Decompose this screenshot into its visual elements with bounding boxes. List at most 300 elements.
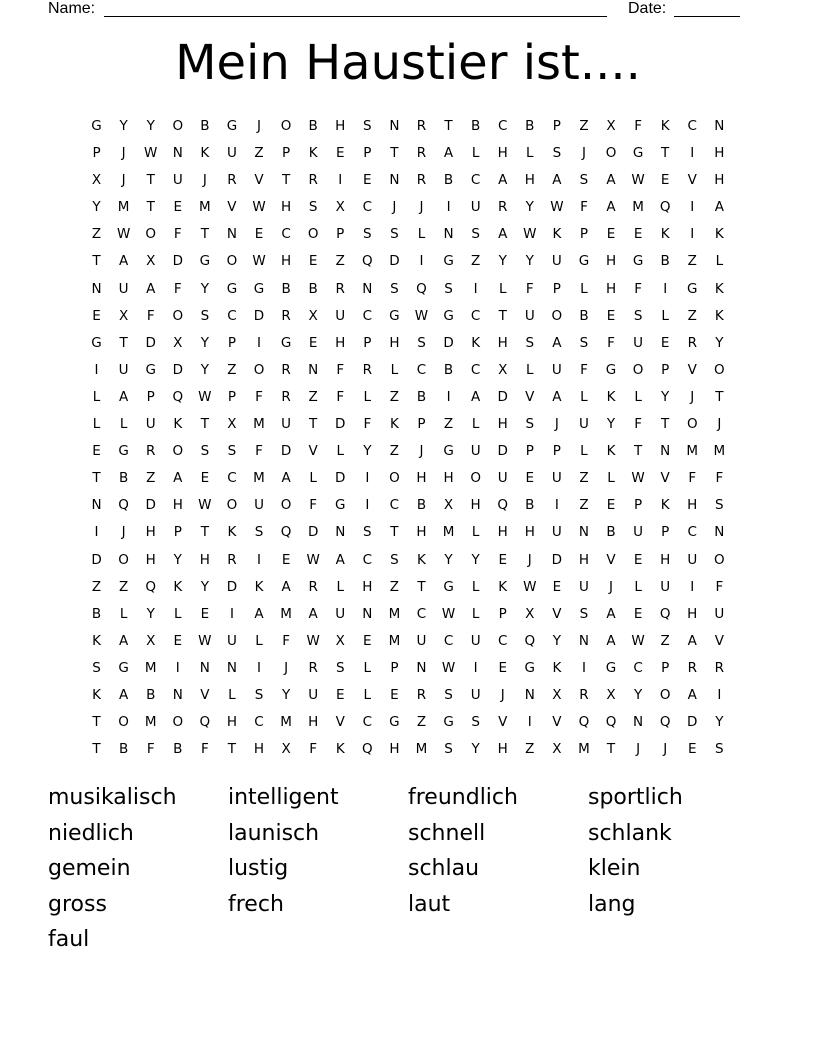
- grid-letter[interactable]: R: [687, 659, 697, 676]
- grid-letter[interactable]: L: [526, 145, 534, 162]
- grid-letter[interactable]: A: [498, 226, 508, 243]
- grid-letter[interactable]: U: [579, 416, 589, 433]
- grid-letter[interactable]: I: [229, 605, 234, 622]
- grid-letter[interactable]: O: [172, 118, 184, 134]
- grid-letter[interactable]: F: [146, 307, 155, 324]
- grid-letter[interactable]: E: [552, 578, 562, 595]
- grid-letter[interactable]: K: [552, 226, 562, 243]
- grid-letter[interactable]: T: [119, 334, 128, 351]
- grid-letter[interactable]: V: [606, 551, 616, 568]
- grid-letter[interactable]: Y: [363, 443, 372, 460]
- grid-letter[interactable]: S: [633, 307, 643, 324]
- grid-letter[interactable]: W: [414, 307, 429, 324]
- grid-letter[interactable]: S: [254, 524, 264, 541]
- grid-letter[interactable]: O: [659, 686, 671, 703]
- grid-letter[interactable]: M: [144, 659, 157, 676]
- grid-letter[interactable]: Y: [633, 686, 643, 703]
- name-blank-line[interactable]: [104, 16, 607, 17]
- grid-letter[interactable]: J: [581, 145, 586, 162]
- grid-letter[interactable]: R: [308, 659, 318, 676]
- grid-letter[interactable]: C: [443, 632, 454, 649]
- grid-letter[interactable]: N: [226, 226, 237, 243]
- grid-letter[interactable]: F: [336, 361, 345, 378]
- grid-letter[interactable]: H: [389, 334, 400, 351]
- grid-letter[interactable]: L: [363, 659, 372, 676]
- grid-letter[interactable]: J: [636, 741, 641, 758]
- grid-letter[interactable]: B: [118, 470, 129, 487]
- grid-letter[interactable]: V: [687, 361, 697, 378]
- grid-letter[interactable]: N: [443, 226, 454, 243]
- grid-letter[interactable]: G: [578, 253, 590, 270]
- grid-letter[interactable]: J: [202, 172, 207, 189]
- grid-letter[interactable]: S: [552, 145, 562, 162]
- grid-letter[interactable]: Z: [227, 361, 237, 378]
- grid-letter[interactable]: A: [687, 632, 697, 649]
- grid-letter[interactable]: Z: [118, 578, 129, 595]
- grid-letter[interactable]: L: [580, 280, 588, 297]
- grid-letter[interactable]: T: [498, 307, 507, 324]
- grid-letter[interactable]: Y: [471, 741, 480, 758]
- grid-letter[interactable]: V: [254, 172, 264, 189]
- grid-letter[interactable]: H: [497, 145, 508, 162]
- grid-letter[interactable]: I: [581, 659, 586, 676]
- grid-letter[interactable]: S: [444, 280, 453, 297]
- grid-letter[interactable]: M: [686, 443, 699, 460]
- grid-letter[interactable]: U: [714, 605, 725, 622]
- grid-letter[interactable]: D: [172, 253, 183, 270]
- grid-letter[interactable]: E: [633, 551, 643, 568]
- grid-letter[interactable]: N: [362, 605, 373, 622]
- grid-letter[interactable]: Y: [715, 714, 724, 731]
- grid-letter[interactable]: Y: [119, 118, 128, 134]
- grid-letter[interactable]: F: [634, 280, 642, 297]
- grid-letter[interactable]: S: [715, 497, 724, 514]
- grid-letter[interactable]: S: [363, 524, 372, 541]
- grid-letter[interactable]: G: [335, 497, 346, 514]
- grid-letter[interactable]: Q: [280, 524, 292, 541]
- grid-letter[interactable]: R: [281, 307, 291, 324]
- grid-letter[interactable]: G: [443, 714, 454, 731]
- grid-letter[interactable]: Z: [91, 226, 102, 243]
- grid-letter[interactable]: N: [714, 524, 725, 541]
- grid-letter[interactable]: E: [606, 307, 616, 324]
- grid-letter[interactable]: Q: [118, 497, 129, 514]
- grid-letter[interactable]: A: [281, 578, 291, 595]
- grid-letter[interactable]: G: [443, 578, 454, 595]
- grid-letter[interactable]: L: [471, 145, 480, 162]
- grid-letter[interactable]: A: [118, 686, 129, 703]
- grid-letter[interactable]: E: [660, 172, 670, 189]
- grid-letter[interactable]: U: [172, 172, 183, 189]
- grid-letter[interactable]: I: [257, 551, 261, 568]
- grid-letter[interactable]: D: [145, 497, 156, 514]
- grid-letter[interactable]: A: [552, 388, 562, 405]
- grid-letter[interactable]: C: [281, 226, 291, 243]
- grid-letter[interactable]: X: [146, 632, 156, 649]
- grid-letter[interactable]: U: [687, 551, 698, 568]
- grid-letter[interactable]: P: [227, 388, 236, 405]
- grid-letter[interactable]: D: [280, 443, 292, 460]
- grid-letter[interactable]: R: [416, 145, 427, 162]
- grid-letter[interactable]: K: [335, 741, 345, 758]
- grid-letter[interactable]: O: [280, 497, 292, 514]
- grid-letter[interactable]: Q: [524, 632, 536, 649]
- grid-letter[interactable]: W: [198, 497, 212, 514]
- grid-letter[interactable]: W: [116, 226, 131, 243]
- grid-letter[interactable]: D: [551, 551, 563, 568]
- grid-letter[interactable]: F: [255, 388, 263, 405]
- grid-letter[interactable]: I: [419, 253, 424, 270]
- grid-letter[interactable]: L: [498, 280, 507, 297]
- grid-letter[interactable]: U: [470, 199, 481, 216]
- grid-letter[interactable]: S: [390, 280, 399, 297]
- grid-letter[interactable]: S: [525, 334, 535, 351]
- grid-letter[interactable]: J: [121, 145, 126, 162]
- grid-letter[interactable]: H: [199, 551, 210, 568]
- grid-letter[interactable]: R: [146, 443, 156, 460]
- grid-letter[interactable]: E: [200, 470, 210, 487]
- grid-letter[interactable]: A: [118, 388, 129, 405]
- grid-letter[interactable]: S: [363, 226, 372, 243]
- grid-letter[interactable]: M: [632, 199, 644, 216]
- grid-letter[interactable]: A: [606, 605, 616, 622]
- grid-letter[interactable]: J: [554, 416, 559, 433]
- grid-letter[interactable]: C: [497, 118, 508, 134]
- grid-letter[interactable]: U: [308, 686, 319, 703]
- grid-letter[interactable]: A: [687, 686, 697, 703]
- grid-letter[interactable]: N: [226, 659, 237, 676]
- grid-letter[interactable]: Z: [254, 145, 264, 162]
- grid-letter[interactable]: U: [470, 443, 481, 460]
- grid-letter[interactable]: L: [634, 578, 642, 595]
- grid-letter[interactable]: R: [308, 578, 318, 595]
- grid-letter[interactable]: F: [173, 226, 182, 243]
- grid-letter[interactable]: S: [579, 334, 589, 351]
- grid-letter[interactable]: W: [252, 253, 266, 270]
- grid-letter[interactable]: X: [606, 118, 616, 134]
- grid-letter[interactable]: O: [253, 361, 265, 378]
- grid-letter[interactable]: H: [389, 741, 400, 758]
- grid-letter[interactable]: L: [607, 470, 615, 487]
- grid-letter[interactable]: H: [660, 551, 671, 568]
- grid-letter[interactable]: D: [91, 551, 102, 568]
- grid-letter[interactable]: X: [525, 605, 535, 622]
- grid-letter[interactable]: Y: [525, 199, 534, 216]
- grid-letter[interactable]: E: [200, 605, 210, 622]
- grid-letter[interactable]: I: [257, 659, 261, 676]
- grid-letter[interactable]: T: [92, 253, 101, 270]
- grid-letter[interactable]: A: [118, 253, 129, 270]
- grid-letter[interactable]: C: [227, 307, 237, 324]
- grid-letter[interactable]: H: [687, 497, 698, 514]
- grid-letter[interactable]: G: [605, 361, 617, 378]
- grid-letter[interactable]: X: [118, 307, 129, 324]
- grid-letter[interactable]: W: [252, 199, 266, 216]
- grid-letter[interactable]: E: [633, 226, 643, 243]
- grid-letter[interactable]: S: [390, 551, 399, 568]
- grid-letter[interactable]: F: [363, 416, 372, 433]
- grid-letter[interactable]: X: [308, 307, 318, 324]
- grid-letter[interactable]: U: [579, 578, 589, 595]
- grid-letter[interactable]: C: [633, 659, 643, 676]
- grid-letter[interactable]: G: [145, 361, 156, 378]
- grid-letter[interactable]: E: [498, 659, 507, 676]
- grid-letter[interactable]: G: [199, 253, 211, 270]
- grid-letter[interactable]: E: [606, 226, 616, 243]
- grid-letter[interactable]: E: [173, 199, 183, 216]
- grid-letter[interactable]: R: [579, 686, 589, 703]
- grid-letter[interactable]: M: [578, 741, 590, 758]
- grid-letter[interactable]: D: [497, 388, 508, 405]
- grid-letter[interactable]: K: [606, 443, 616, 460]
- grid-letter[interactable]: O: [551, 307, 563, 324]
- grid-letter[interactable]: A: [173, 470, 183, 487]
- grid-letter[interactable]: M: [253, 416, 265, 433]
- grid-letter[interactable]: A: [443, 145, 454, 162]
- grid-letter[interactable]: V: [308, 443, 318, 460]
- grid-letter[interactable]: H: [416, 524, 427, 541]
- grid-letter[interactable]: A: [606, 632, 616, 649]
- grid-letter[interactable]: P: [661, 659, 670, 676]
- grid-letter[interactable]: G: [118, 659, 129, 676]
- grid-letter[interactable]: U: [118, 361, 129, 378]
- grid-letter[interactable]: J: [392, 199, 397, 216]
- grid-letter[interactable]: M: [388, 605, 401, 622]
- grid-letter[interactable]: X: [281, 741, 291, 758]
- grid-letter[interactable]: S: [715, 741, 724, 758]
- grid-letter[interactable]: Z: [579, 118, 589, 134]
- grid-letter[interactable]: Z: [579, 470, 589, 487]
- grid-letter[interactable]: E: [254, 226, 264, 243]
- grid-letter[interactable]: D: [389, 253, 400, 270]
- grid-letter[interactable]: Z: [471, 253, 481, 270]
- grid-letter[interactable]: B: [118, 741, 129, 758]
- grid-letter[interactable]: U: [281, 416, 292, 433]
- grid-letter[interactable]: E: [173, 632, 183, 649]
- grid-letter[interactable]: K: [254, 578, 264, 595]
- grid-letter[interactable]: H: [497, 416, 508, 433]
- grid-letter[interactable]: S: [417, 334, 426, 351]
- grid-letter[interactable]: T: [633, 443, 643, 460]
- grid-letter[interactable]: Z: [335, 253, 345, 270]
- grid-letter[interactable]: K: [389, 416, 399, 433]
- grid-letter[interactable]: B: [525, 497, 535, 514]
- grid-letter[interactable]: Q: [659, 199, 671, 216]
- grid-letter[interactable]: M: [415, 741, 428, 758]
- grid-letter[interactable]: P: [282, 145, 291, 162]
- grid-letter[interactable]: H: [524, 172, 535, 189]
- grid-letter[interactable]: G: [632, 253, 644, 270]
- grid-letter[interactable]: A: [498, 172, 508, 189]
- grid-letter[interactable]: K: [552, 659, 562, 676]
- grid-letter[interactable]: L: [580, 388, 588, 405]
- grid-letter[interactable]: R: [281, 361, 291, 378]
- grid-letter[interactable]: L: [92, 416, 101, 433]
- grid-letter[interactable]: E: [606, 497, 616, 514]
- grid-letter[interactable]: U: [660, 578, 671, 595]
- grid-letter[interactable]: H: [578, 551, 590, 568]
- grid-letter[interactable]: L: [228, 686, 236, 703]
- grid-letter[interactable]: T: [200, 524, 209, 541]
- grid-letter[interactable]: Y: [92, 199, 101, 216]
- grid-letter[interactable]: A: [471, 388, 481, 405]
- grid-letter[interactable]: F: [715, 470, 724, 487]
- grid-letter[interactable]: O: [118, 551, 129, 568]
- grid-letter[interactable]: J: [257, 118, 261, 134]
- grid-letter[interactable]: N: [172, 145, 183, 162]
- grid-letter[interactable]: S: [200, 443, 210, 460]
- grid-letter[interactable]: U: [551, 470, 562, 487]
- grid-letter[interactable]: M: [253, 470, 265, 487]
- grid-letter[interactable]: Q: [416, 280, 427, 297]
- grid-letter[interactable]: A: [714, 199, 724, 216]
- grid-letter[interactable]: K: [308, 145, 318, 162]
- grid-letter[interactable]: Z: [91, 578, 102, 595]
- grid-letter[interactable]: I: [446, 199, 451, 216]
- grid-letter[interactable]: W: [306, 551, 320, 568]
- grid-letter[interactable]: N: [389, 118, 400, 134]
- grid-letter[interactable]: V: [714, 632, 724, 649]
- grid-letter[interactable]: L: [526, 361, 534, 378]
- grid-letter[interactable]: K: [173, 578, 183, 595]
- grid-letter[interactable]: I: [365, 497, 370, 514]
- grid-letter[interactable]: E: [92, 443, 101, 460]
- grid-letter[interactable]: L: [634, 388, 642, 405]
- grid-letter[interactable]: H: [443, 470, 454, 487]
- grid-letter[interactable]: C: [362, 714, 373, 731]
- grid-letter[interactable]: O: [145, 226, 157, 243]
- grid-letter[interactable]: Y: [606, 416, 616, 433]
- grid-letter[interactable]: I: [473, 280, 478, 297]
- grid-letter[interactable]: B: [308, 118, 318, 134]
- grid-letter[interactable]: N: [172, 686, 183, 703]
- grid-letter[interactable]: I: [527, 714, 532, 731]
- grid-letter[interactable]: O: [605, 145, 617, 162]
- grid-letter[interactable]: K: [660, 118, 670, 134]
- grid-letter[interactable]: R: [714, 659, 725, 676]
- grid-letter[interactable]: B: [606, 524, 616, 541]
- grid-letter[interactable]: B: [281, 280, 291, 297]
- grid-letter[interactable]: H: [362, 578, 373, 595]
- grid-letter[interactable]: O: [118, 714, 129, 731]
- grid-letter[interactable]: B: [660, 253, 670, 270]
- grid-letter[interactable]: G: [226, 280, 238, 297]
- grid-letter[interactable]: C: [362, 551, 373, 568]
- grid-letter[interactable]: I: [338, 172, 343, 189]
- grid-letter[interactable]: F: [634, 416, 642, 433]
- grid-letter[interactable]: E: [335, 686, 345, 703]
- grid-letter[interactable]: T: [146, 199, 155, 216]
- grid-letter[interactable]: U: [226, 145, 237, 162]
- grid-letter[interactable]: K: [92, 632, 101, 649]
- grid-letter[interactable]: M: [199, 199, 211, 216]
- grid-letter[interactable]: F: [146, 741, 155, 758]
- grid-letter[interactable]: K: [173, 416, 183, 433]
- grid-letter[interactable]: X: [552, 686, 562, 703]
- grid-letter[interactable]: O: [470, 470, 481, 487]
- grid-letter[interactable]: W: [523, 226, 537, 243]
- grid-letter[interactable]: G: [253, 280, 265, 297]
- grid-letter[interactable]: J: [663, 741, 668, 758]
- grid-letter[interactable]: Y: [444, 551, 453, 568]
- grid-letter[interactable]: B: [146, 686, 156, 703]
- grid-letter[interactable]: Q: [659, 605, 671, 622]
- grid-letter[interactable]: F: [336, 388, 345, 405]
- grid-letter[interactable]: J: [419, 199, 424, 216]
- grid-letter[interactable]: Z: [687, 253, 697, 270]
- grid-letter[interactable]: B: [91, 605, 102, 622]
- grid-letter[interactable]: P: [552, 443, 561, 460]
- grid-letter[interactable]: A: [308, 605, 318, 622]
- grid-letter[interactable]: B: [579, 307, 589, 324]
- grid-letter[interactable]: C: [687, 118, 697, 134]
- grid-letter[interactable]: Y: [173, 551, 182, 568]
- grid-letter[interactable]: A: [254, 605, 264, 622]
- grid-letter[interactable]: A: [281, 470, 291, 487]
- grid-letter[interactable]: F: [309, 497, 318, 514]
- grid-letter[interactable]: H: [416, 470, 427, 487]
- grid-letter[interactable]: E: [660, 334, 670, 351]
- grid-letter[interactable]: Z: [687, 307, 697, 324]
- grid-letter[interactable]: L: [92, 388, 101, 405]
- grid-letter[interactable]: Z: [525, 741, 535, 758]
- grid-letter[interactable]: K: [227, 524, 237, 541]
- grid-letter[interactable]: Y: [200, 578, 209, 595]
- grid-letter[interactable]: K: [714, 280, 724, 297]
- grid-letter[interactable]: L: [390, 361, 399, 378]
- grid-letter[interactable]: B: [416, 388, 427, 405]
- grid-letter[interactable]: M: [280, 605, 292, 622]
- grid-letter[interactable]: U: [551, 253, 562, 270]
- grid-letter[interactable]: B: [471, 118, 481, 134]
- grid-letter[interactable]: X: [335, 632, 345, 649]
- grid-letter[interactable]: V: [525, 388, 535, 405]
- grid-letter[interactable]: K: [714, 307, 724, 324]
- grid-letter[interactable]: K: [714, 226, 724, 243]
- grid-letter[interactable]: L: [119, 416, 128, 433]
- grid-letter[interactable]: U: [633, 334, 644, 351]
- grid-letter[interactable]: K: [200, 145, 210, 162]
- grid-letter[interactable]: C: [416, 361, 427, 378]
- grid-letter[interactable]: F: [255, 443, 263, 460]
- grid-letter[interactable]: S: [390, 226, 399, 243]
- grid-letter[interactable]: Z: [389, 443, 400, 460]
- grid-letter[interactable]: X: [146, 253, 156, 270]
- grid-letter[interactable]: H: [281, 253, 292, 270]
- grid-letter[interactable]: N: [660, 443, 671, 460]
- grid-letter[interactable]: L: [471, 578, 480, 595]
- grid-letter[interactable]: G: [91, 118, 102, 134]
- grid-letter[interactable]: X: [173, 334, 183, 351]
- grid-letter[interactable]: L: [417, 226, 426, 243]
- grid-letter[interactable]: I: [94, 524, 99, 541]
- grid-letter[interactable]: B: [308, 280, 318, 297]
- grid-letter[interactable]: Y: [200, 361, 209, 378]
- grid-letter[interactable]: I: [690, 145, 695, 162]
- grid-letter[interactable]: H: [605, 253, 617, 270]
- grid-letter[interactable]: E: [363, 632, 372, 649]
- grid-letter[interactable]: N: [714, 118, 725, 134]
- grid-letter[interactable]: O: [226, 497, 238, 514]
- grid-letter[interactable]: Y: [281, 686, 291, 703]
- grid-letter[interactable]: R: [416, 118, 427, 134]
- grid-letter[interactable]: P: [227, 334, 236, 351]
- grid-letter[interactable]: B: [416, 497, 427, 514]
- grid-letter[interactable]: H: [335, 118, 346, 134]
- grid-letter[interactable]: U: [470, 686, 481, 703]
- grid-letter[interactable]: T: [146, 172, 155, 189]
- grid-letter[interactable]: H: [226, 714, 237, 731]
